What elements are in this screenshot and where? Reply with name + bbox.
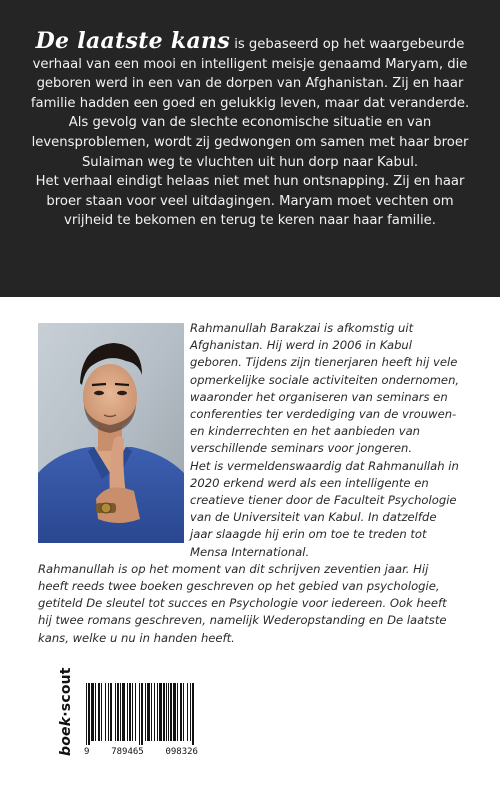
barcode-bar: [135, 683, 136, 741]
barcode-bar: [177, 683, 178, 741]
barcode-bar: [183, 683, 184, 741]
barcode-bar: [151, 683, 152, 741]
barcode-bar: [168, 683, 169, 741]
publisher-logo: [50, 667, 80, 762]
barcode-bar: [139, 683, 140, 745]
barcode-bar: [154, 683, 155, 741]
barcode-bar: [141, 683, 143, 745]
barcode-bar: [91, 683, 94, 741]
book-title: De laatste kans: [35, 28, 231, 54]
barcode-bar: [110, 683, 112, 741]
publisher-logo-part2: scout: [58, 667, 74, 712]
barcode-bar: [192, 683, 194, 745]
barcode-number: [84, 747, 198, 757]
barcode-bar: [132, 683, 133, 741]
publisher-logo-text: [58, 667, 74, 756]
barcode-bar: [159, 683, 162, 741]
barcode-bar: [145, 683, 146, 741]
publisher-logo-dot: ·: [58, 711, 74, 717]
barcode-bar: [105, 683, 106, 741]
barcode-bar: [98, 683, 100, 741]
photo-spacer: [38, 320, 190, 546]
barcode-group-2: 098326: [165, 747, 198, 757]
publisher-logo-part1: boek: [58, 716, 74, 756]
barcode: [84, 683, 198, 745]
barcode-bar: [170, 683, 172, 741]
bio-paragraph-3: Rahmanullah is op het moment van dit schrijven zeventien jaar. Hij heeft reeds twee boeken geschreven op het gebied van psychologie, getiteld De sleutel tot succes en Psychologie voor iedereen. Ook heeft hij twee romans geschreven, namelijk Wederopstanding en De laatste kans, welke u nu in handen heeft.: [38, 561, 447, 645]
barcode-bar: [86, 683, 87, 745]
blurb-text: [28, 28, 472, 231]
barcode-bar: [166, 683, 167, 741]
barcode-bar: [120, 683, 121, 741]
author-bio: [38, 320, 460, 647]
barcode-bar: [122, 683, 125, 741]
blurb-paragraph-2: Het verhaal eindigt helaas niet met hun ontsnapping. Zij en haar broer staan voor veel uitdagingen. Maryam moet vechten om vrijheid te bekomen en terug te keren naar haar familie.: [35, 174, 465, 229]
barcode-bar: [129, 683, 131, 741]
bio-paragraph-2: Het is vermeldenswaardig dat Rahmanullah in 2020 erkend werd als een intelligente en creatieve tiener door de Faculteit Psychologie van de Universiteit van Kabul. In datzelfde jaar slaagde hij erin om toe te treden tot Mensa International.: [190, 458, 459, 559]
barcode-bar: [187, 683, 188, 741]
barcode-bar: [108, 683, 109, 741]
barcode-bar: [101, 683, 102, 741]
barcode-bar: [88, 683, 90, 745]
barcode-bar: [157, 683, 158, 741]
barcode-bar: [173, 683, 176, 741]
barcode-group-1: 789465: [111, 747, 144, 757]
barcode-bar: [115, 683, 116, 741]
blurb-paragraph-1: [28, 28, 472, 172]
barcode-bar: [95, 683, 96, 741]
bio-paragraph-1: Rahmanullah Barakzai is afkomstig uit Afghanistan. Hij werd in 2006 in Kabul geboren. Tijdens zijn tienerjaren heeft hij vele opmerkelijke sociale activiteiten ondernomen, waaronder het organiseren van seminars en conferenties ter verdediging van de vrouwen- en kinderrechten en het aanbieden van verschillende seminars voor jongeren.: [190, 321, 460, 456]
blurb-panel: [0, 0, 500, 297]
barcode-bar: [117, 683, 119, 741]
barcode-bar: [147, 683, 150, 741]
barcode-bar: [163, 683, 165, 741]
barcode-bar: [190, 683, 191, 741]
barcode-lead-digit: 9: [84, 747, 90, 757]
blurb-paragraph-1-text: is gebaseerd op het waargebeurde verhaal van een mooi en intelligent meisje genaamd Maryam, die geboren werd in een van de dorpen van Afghanistan. Zij en haar familie hadden een goed en gelukkig leven, maar dat veranderde. Als gevolg van de slechte economische situatie en van levensproblemen, wordt zij gedwongen om samen met haar broer Sulaiman weg te vluchten uit hun dorp naar Kabul.: [30, 37, 470, 170]
barcode-bar: [180, 683, 182, 741]
barcode-bar: [127, 683, 128, 741]
